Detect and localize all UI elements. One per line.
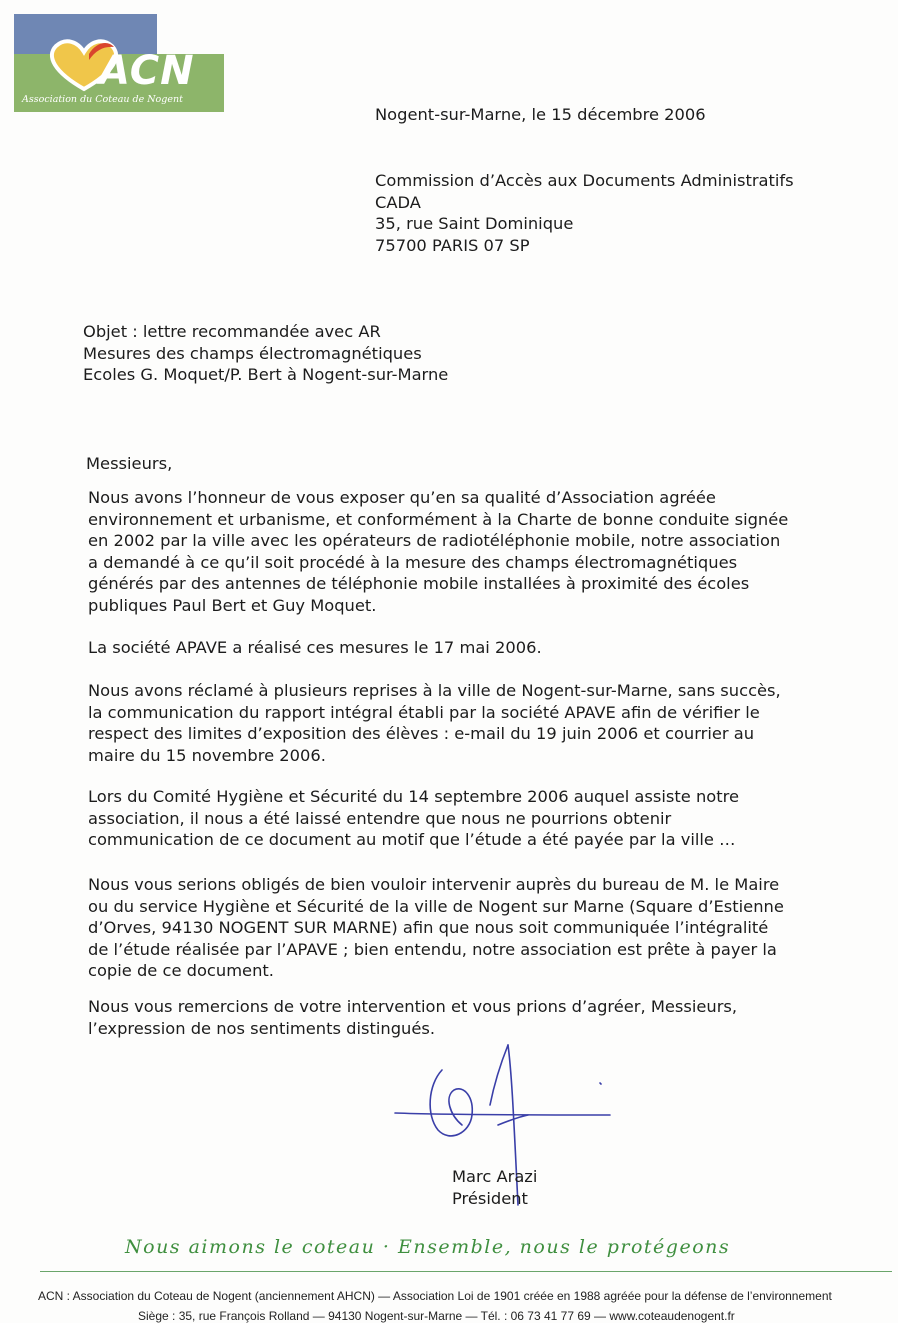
- paragraph-line: d’Orves, 94130 NOGENT SUR MARNE) afin que nous soit communiquée l’intégralité: [88, 918, 769, 937]
- paragraph-line: maire du 15 novembre 2006.: [88, 745, 326, 765]
- paragraph-line: Nous vous serions obligés de bien vouloir intervenir auprès du bureau de M. le Maire: [88, 875, 780, 894]
- body-paragraph: [88, 487, 788, 616]
- subject-line: Objet : lettre recommandée avec AR: [83, 322, 381, 341]
- salutation: Messieurs,: [86, 454, 173, 473]
- recipient-line: Commission d’Accès aux Documents Administratifs: [375, 171, 794, 190]
- paragraph-line: générés par des antennes de téléphonie mobile installées à proximité des écoles: [88, 574, 750, 593]
- paragraph-line: respect des limites d’exposition des élèves : e-mail du 19 juin 2006 et courrier au: [88, 724, 755, 743]
- paragraph-line: Lors du Comité Hygiène et Sécurité du 14 septembre 2006 auquel assiste notre: [88, 787, 739, 806]
- logo-name: ACN: [99, 48, 195, 94]
- paragraph-line: de l’étude réalisée par l’APAVE ; bien entendu, notre association est prête à payer la: [88, 939, 777, 959]
- motto: Nous aimons le coteau · Ensemble, nous le protégeons: [125, 1236, 731, 1258]
- paragraph-line: Nous vous remercions de votre intervention et vous prions d’agréer, Messieurs,: [88, 997, 738, 1016]
- paragraph-line: en 2002 par la ville avec les opérateurs de radiotéléphonie mobile, notre association: [88, 531, 781, 550]
- recipient-line: 35, rue Saint Dominique: [375, 214, 574, 233]
- recipient-line: CADA: [375, 192, 421, 212]
- signer-name: Marc Arazi: [452, 1167, 538, 1186]
- body-paragraph: [88, 874, 784, 982]
- paragraph-line: copie de ce document.: [88, 961, 274, 980]
- recipient-address: [375, 170, 794, 256]
- paragraph-line: publiques Paul Bert et Guy Moquet.: [88, 595, 377, 615]
- paragraph-line: la communication du rapport intégral établi par la société APAVE afin de vérifier le: [88, 702, 760, 722]
- paragraph-line: l’expression de nos sentiments distingués.: [88, 1018, 436, 1038]
- paragraph-line: ou du service Hygiène et Sécurité de la ville de Nogent sur Marne (Square d’Estienne: [88, 896, 784, 916]
- signer-title: Président: [452, 1188, 528, 1208]
- body-paragraph: [88, 637, 542, 659]
- paragraph-line: communication de ce document au motif que l’étude a été payée par la ville …: [88, 830, 736, 849]
- recipient-line: 75700 PARIS 07 SP: [375, 235, 530, 255]
- paragraph-line: environnement et urbanisme, et conformément à la Charte de bonne conduite signée: [88, 509, 789, 529]
- body-paragraph: [88, 786, 739, 851]
- signer-block: [452, 1166, 537, 1209]
- date-line: Nogent-sur-Marne, le 15 décembre 2006: [375, 105, 706, 124]
- paragraph-line: Nous avons réclamé à plusieurs reprises à la ville de Nogent-sur-Marne, sans succès,: [88, 681, 781, 700]
- body-paragraph: [88, 996, 737, 1039]
- footer-divider: [40, 1271, 892, 1272]
- acn-logo: [14, 14, 224, 112]
- subject-line: Mesures des champs électromagnétiques: [83, 343, 422, 363]
- footer-line: ACN : Association du Coteau de Nogent (anciennement AHCN) — Association Loi de 1901 créée en 1988 agréée pour la défense de l’environnement: [38, 1289, 832, 1303]
- paragraph-line: Nous avons l’honneur de vous exposer qu’en sa qualité d’Association agréée: [88, 488, 716, 507]
- logo-subtitle: Association du Coteau de Nogent: [22, 94, 183, 105]
- paragraph-line: a demandé à ce qu’il soit procédé à la mesure des champs électromagnétiques: [88, 552, 738, 572]
- paragraph-line: La société APAVE a réalisé ces mesures le 17 mai 2006.: [88, 638, 542, 657]
- subject-block: [83, 321, 448, 386]
- footer-line: Siège : 35, rue François Rolland — 94130 Nogent-sur-Marne — Tél. : 06 73 41 77 69 — www.coteaudenogent.fr: [138, 1309, 735, 1323]
- body-paragraph: [88, 680, 781, 766]
- subject-line: Ecoles G. Moquet/P. Bert à Nogent-sur-Marne: [83, 365, 449, 384]
- paragraph-line: association, il nous a été laissé entendre que nous ne pourrions obtenir: [88, 808, 672, 828]
